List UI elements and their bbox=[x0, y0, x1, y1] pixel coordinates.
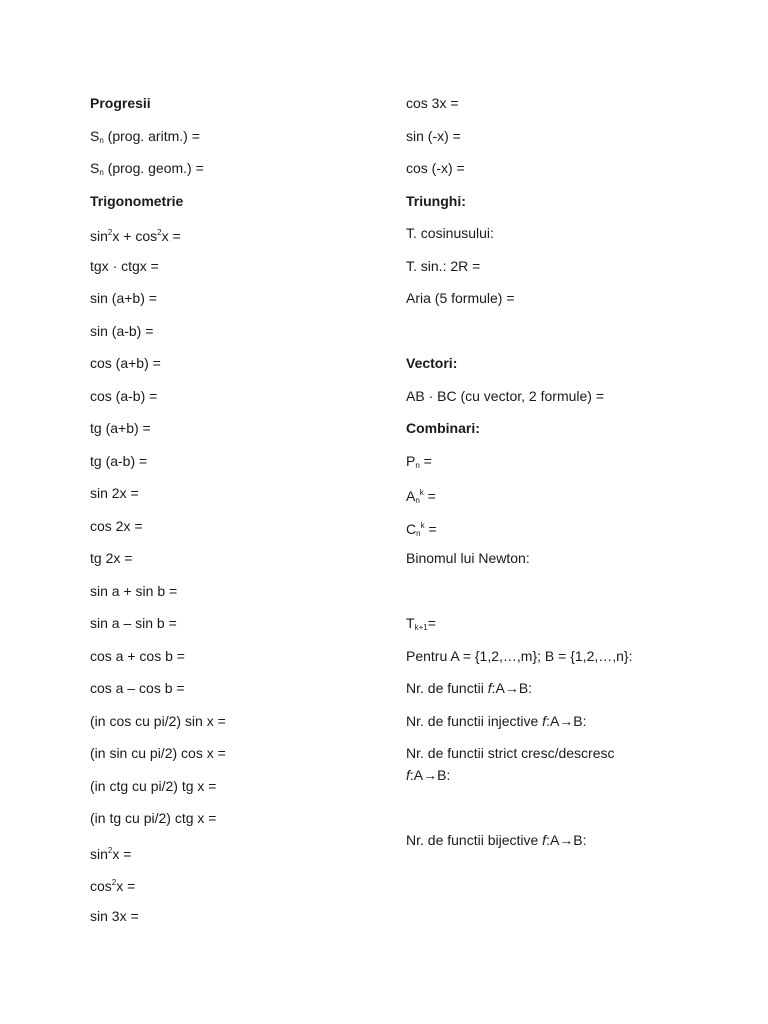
formula-cnk: $C_n^k$ = bbox=[406, 520, 437, 538]
formula-sin-sum-angle: sin (a+b) = bbox=[90, 290, 157, 306]
formula-pythagorean: $\sin^2x + \cos^2x$ = bbox=[90, 228, 181, 244]
formula-pn: $P_n$ = bbox=[406, 452, 432, 470]
formula-newton: Binomul lui Newton: bbox=[406, 550, 530, 566]
formula-sn-aritm: $S_n$ (prog. aritm.) = bbox=[90, 127, 200, 145]
left-column bbox=[90, 92, 390, 937]
heading-combinari: Combinari: bbox=[406, 420, 480, 436]
formula-ab-bc: AB · BC (cu vector, 2 formule) = bbox=[406, 387, 605, 404]
formula-cos-diff: cos a – cos b = bbox=[90, 680, 185, 696]
heading-progresii: Progresii bbox=[90, 95, 151, 111]
formula-sin-3x: sin 3x = bbox=[90, 907, 139, 924]
formula-cos-3x: cos 3x = bbox=[406, 95, 459, 111]
formula-conv-cos: (in sin cu pi/2) cos x = bbox=[90, 745, 226, 761]
formula-tg-sum-angle: tg (a+b) = bbox=[90, 420, 151, 436]
formula-sin-squared: $\sin^2x$ = bbox=[90, 845, 132, 862]
formula-sin-diff: sin a – sin b = bbox=[90, 615, 177, 631]
formula-cos-squared: $\cos^2x$ = bbox=[90, 878, 136, 894]
formula-tg-ctg: tgx · ctgx = bbox=[90, 257, 159, 274]
formula-cos-sum-angle: cos (a+b) = bbox=[90, 355, 161, 371]
formula-tg-diff-angle: tg (a-b) = bbox=[90, 452, 148, 469]
formula-sin-neg: sin (-x) = bbox=[406, 127, 461, 144]
formula-ank: $A_n^k$ = bbox=[406, 488, 436, 505]
formula-conv-tg: (in ctg cu pi/2) tg x = bbox=[90, 777, 217, 794]
blank-line bbox=[406, 796, 706, 829]
formula-nr-functii: Nr. de functii f:A→B: bbox=[406, 680, 533, 696]
formula-conv-sin: (in cos cu pi/2) sin x = bbox=[90, 712, 226, 729]
formula-nr-strict: Nr. de functii strict cresc/descresc f:A→B: bbox=[406, 745, 615, 783]
heading-vectori: Vectori: bbox=[406, 355, 458, 371]
formula-sin-2x: sin 2x = bbox=[90, 485, 139, 501]
formula-sn-geom: $S_n$ (prog. geom.) = bbox=[90, 160, 204, 177]
formula-aria: Aria (5 formule) = bbox=[406, 290, 515, 306]
formula-conv-ctg: (in tg cu pi/2) ctg x = bbox=[90, 810, 217, 826]
heading-triunghi: Triunghi: bbox=[406, 192, 466, 209]
formula-tg-2x: tg 2x = bbox=[90, 550, 133, 566]
formula-pentru: Pentru A = {1,2,…,m}; B = {1,2,…,n}: bbox=[406, 647, 633, 664]
formula-sin-sum: sin a + sin b = bbox=[90, 582, 178, 599]
formula-cos-neg: cos (-x) = bbox=[406, 160, 465, 176]
formula-t-cos: T. cosinusului: bbox=[406, 225, 494, 241]
blank-line bbox=[406, 320, 706, 353]
heading-trigonometrie: Trigonometrie bbox=[90, 192, 184, 209]
formula-cos-2x: cos 2x = bbox=[90, 517, 143, 534]
formula-cos-sum: cos a + cos b = bbox=[90, 647, 185, 664]
formula-sin-diff-angle: sin (a-b) = bbox=[90, 322, 154, 339]
formula-tk1: $T_{k+1}=$ bbox=[406, 615, 436, 632]
formula-cos-diff-angle: cos (a-b) = bbox=[90, 387, 158, 404]
blank-line bbox=[406, 580, 706, 613]
formula-nr-injective: Nr. de functii injective f:A→B: bbox=[406, 712, 587, 729]
formula-nr-bijective: Nr. de functii bijective f:A→B: bbox=[406, 831, 587, 848]
formula-t-sin: T. sin.: 2R = bbox=[406, 257, 481, 274]
right-column bbox=[406, 92, 706, 861]
